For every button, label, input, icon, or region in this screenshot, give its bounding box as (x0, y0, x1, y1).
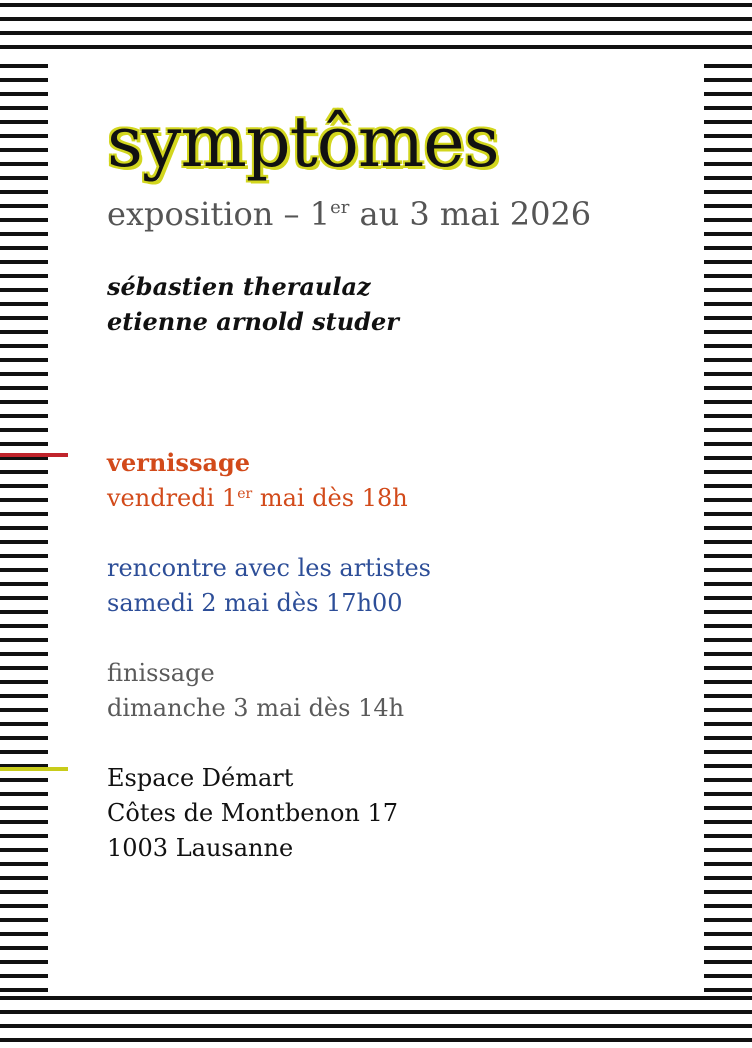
left-stripe-border (0, 56, 48, 992)
exhibition-dates (107, 194, 591, 234)
exhibition-title: symptômes (107, 101, 499, 183)
vernissage-date-prefix: vendredi 1 (107, 484, 238, 512)
yellow-marker-line (0, 767, 68, 771)
vernissage-date-ordinal: er (237, 486, 253, 502)
vernissage-date (107, 481, 408, 515)
artist-name: etienne arnold studer (107, 307, 399, 336)
bottom-stripe-border (0, 992, 752, 1048)
red-marker-line (0, 453, 68, 457)
exhibition-dates-prefix: exposition – 1 (107, 195, 331, 233)
venue-name: Espace Démart (107, 764, 294, 792)
vernissage-label: vernissage (107, 448, 251, 477)
exhibition-dates-ordinal: er (330, 197, 350, 218)
exhibition-dates-suffix: au 3 mai 2026 (349, 195, 592, 233)
finissage-label: finissage (107, 659, 215, 687)
finissage-date: dimanche 3 mai dès 14h (107, 694, 405, 722)
artist-name: sébastien theraulaz (107, 272, 371, 301)
rencontre-date: samedi 2 mai dès 17h00 (107, 589, 403, 617)
venue-street: Côtes de Montbenon 17 (107, 799, 399, 827)
venue-city: 1003 Lausanne (107, 834, 294, 862)
top-stripe-border (0, 0, 752, 56)
right-stripe-border (704, 56, 752, 992)
vernissage-date-suffix: mai dès 18h (252, 484, 408, 512)
rencontre-label: rencontre avec les artistes (107, 554, 431, 582)
